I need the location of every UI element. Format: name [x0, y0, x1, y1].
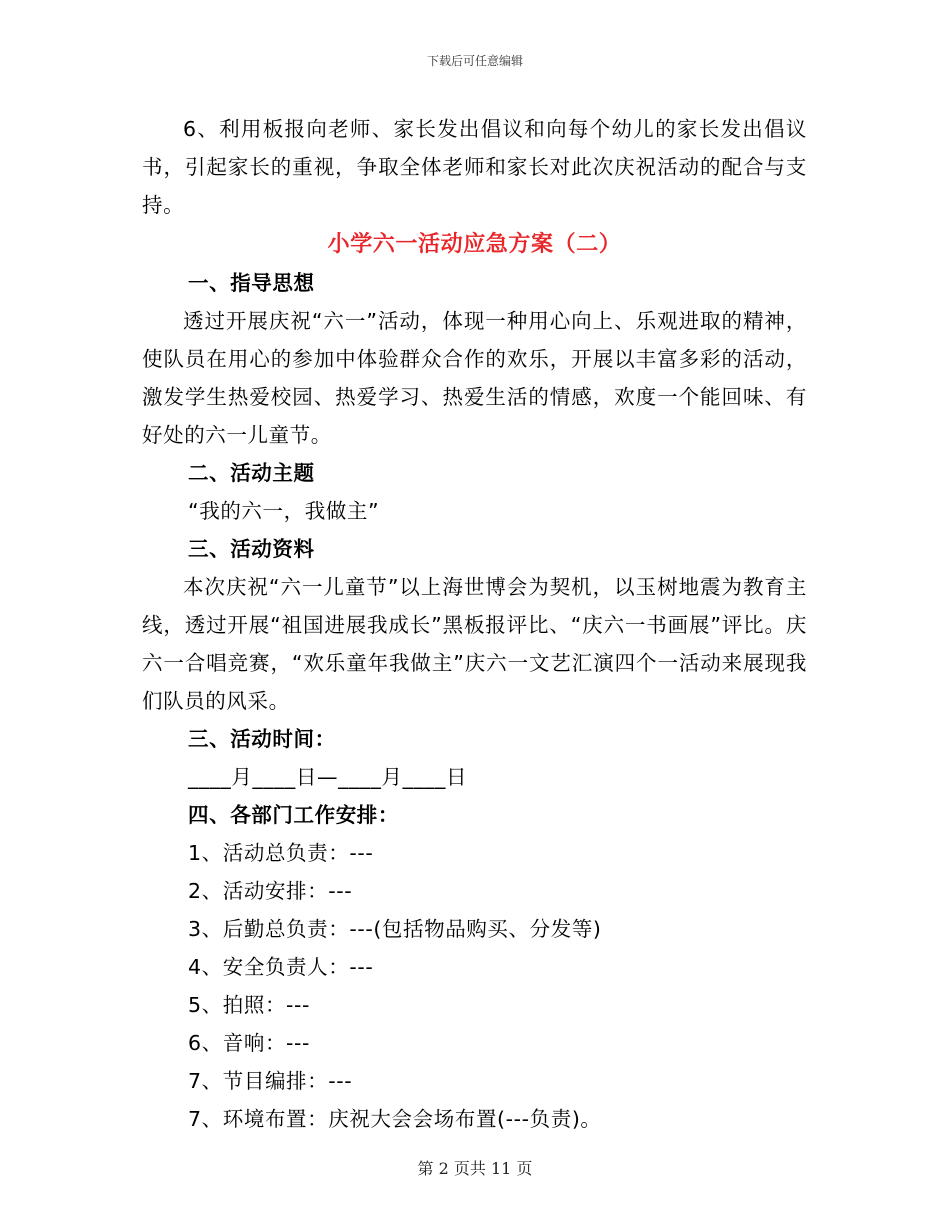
document-body [142, 110, 807, 1138]
section-heading-theme: 二、活动主题 [188, 461, 315, 485]
section-heading-guiding: 一、指导思想 [188, 271, 315, 295]
list-item: 7、节目编排：--- [188, 1069, 353, 1093]
section-heading-departments: 四、各部门工作安排： [188, 803, 399, 827]
intro-paragraph: 6、利用板报向老师、家长发出倡议和向每个幼儿的家长发出倡议书，引起家长的重视，争取全体老师和家长对此次庆祝活动的配合与支持。 [142, 117, 807, 217]
list-item: 6、音响：--- [188, 1031, 311, 1055]
time-line: ____月____日—____月____日 [188, 765, 468, 789]
list-item: 5、拍照：--- [188, 993, 311, 1017]
list-item: 1、活动总负责：--- [188, 841, 374, 865]
list-item: 2、活动安排：--- [188, 879, 353, 903]
theme-text: “我的六一，我做主” [188, 499, 380, 523]
page-footer: 第 2 页共 11 页 [417, 1159, 533, 1178]
guiding-paragraph: 透过开展庆祝“六一”活动，体现一种用心向上、乐观进取的精神，使队员在用心的参加中体验群众合作的欢乐，开展以丰富多彩的活动，激发学生热爱校园、热爱学习、热爱生活的情感，欢度一个能回味、有好处的六一儿童节。 [142, 309, 807, 447]
materials-paragraph: 本次庆祝“六一儿童节”以上海世博会为契机，以玉树地震为教育主线，透过开展“祖国进展我成长”黑板报评比、“庆六一书画展”评比。庆六一合唱竞赛，“欢乐童年我做主”庆六一文艺汇演四个一活动来展现我们队员的风采。 [142, 575, 807, 713]
section-heading-time: 三、活动时间： [188, 727, 336, 751]
list-item: 7、环境布置：庆祝大会会场布置(---负责)。 [188, 1107, 602, 1131]
list-item: 3、后勤总负责：---(包括物品购买、分发等) [188, 917, 602, 941]
document-title: 小学六一活动应急方案（二） [327, 232, 622, 257]
page-header: 下载后可任意编辑 [426, 54, 523, 68]
list-item: 4、安全负责人：--- [188, 955, 374, 979]
section-heading-materials: 三、活动资料 [188, 537, 315, 561]
